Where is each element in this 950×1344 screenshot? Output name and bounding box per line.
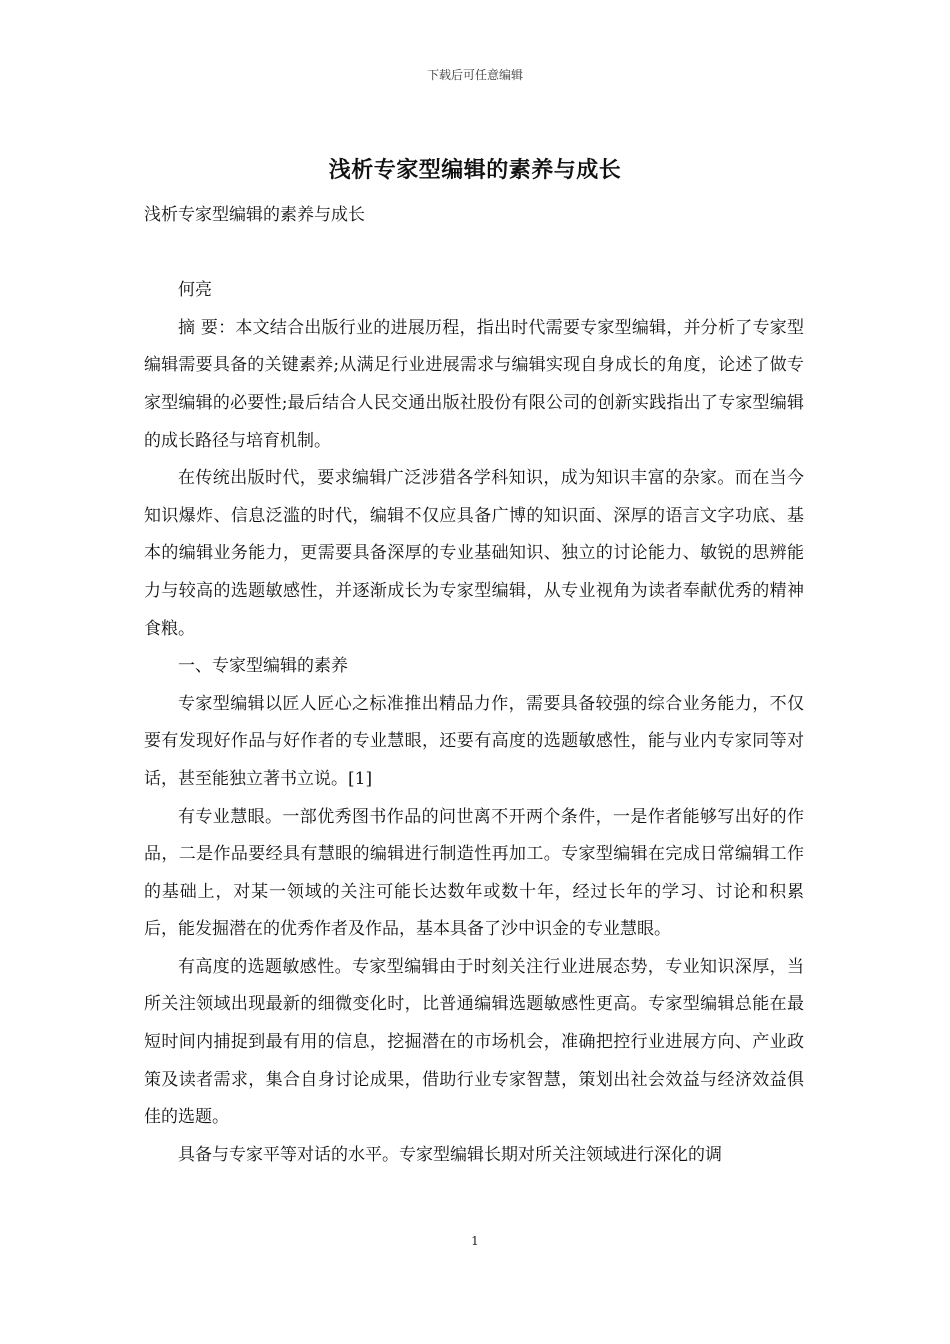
- body-paragraph: 在传统出版时代，要求编辑广泛涉猎各学科知识，成为知识丰富的杂家。而在当今知识爆炸、信息泛滥的时代，编辑不仅应具备广博的知识面、深厚的语言文字功底、基本的编辑业务能力，更需要具备深厚的专业基础知识、独立的讨论能力、敏锐的思辨能力与较高的选题敏感性，并逐渐成长为专家型编辑，从专业视角为读者奉献优秀的精神食粮。: [144, 468, 804, 639]
- document-title: 浅析专家型编辑的素养与成长: [328, 157, 622, 183]
- body-paragraph: 有高度的选题敏感性。专家型编辑由于时刻关注行业进展态势，专业知识深厚，当所关注领域出现最新的细微变化时，比普通编辑选题敏感性更高。专家型编辑总能在最短时间内捕捉到最有用的信息，挖掘潜在的市场机会，准确把控行业进展方向、产业政策及读者需求，集合自身讨论成果，借助行业专家智慧，策划出社会效益与经济效益俱佳的选题。: [144, 956, 804, 1128]
- document-subtitle: 浅析专家型编辑的素养与成长: [144, 205, 365, 225]
- body-paragraph: 有专业慧眼。一部优秀图书作品的问世离不开两个条件，一是作者能够写出好的作品，二是作品要经具有慧眼的编辑进行制造性再加工。专家型编辑在完成日常编辑工作的基础上，对某一领域的关注可能长达数年或数十年，经过长年的学习、讨论和积累后，能发掘潜在的优秀作者及作品，基本具备了沙中识金的专业慧眼。: [144, 806, 804, 940]
- blank-line: [144, 235, 804, 273]
- abstract-paragraph: 摘 要：本文结合出版行业的进展历程，指出时代需要专家型编辑，并分析了专家型编辑需要具备的关键素养;从满足行业进展需求与编辑实现自身成长的角度，论述了做专家型编辑的必要性;最后结合人民交通出版社股份有限公司的创新实践指出了专家型编辑的成长路径与培育机制。: [144, 317, 804, 451]
- header-note: 下载后可任意编辑: [426, 68, 523, 82]
- page-number: 1: [471, 1234, 479, 1248]
- body-paragraph: 专家型编辑以匠人匠心之标准推出精品力作，需要具备较强的综合业务能力，不仅要有发现好作品与好作者的专业慧眼，还要有高度的选题敏感性，能与业内专家同等对话，甚至能独立著书立说。[1]: [144, 693, 804, 789]
- document-body: [144, 197, 804, 1174]
- author-name: 何亮: [178, 280, 212, 301]
- body-paragraph: 具备与专家平等对话的水平。专家型编辑长期对所关注领域进行深化的调: [178, 1144, 722, 1165]
- section-heading: 一、专家型编辑的素养: [178, 656, 348, 677]
